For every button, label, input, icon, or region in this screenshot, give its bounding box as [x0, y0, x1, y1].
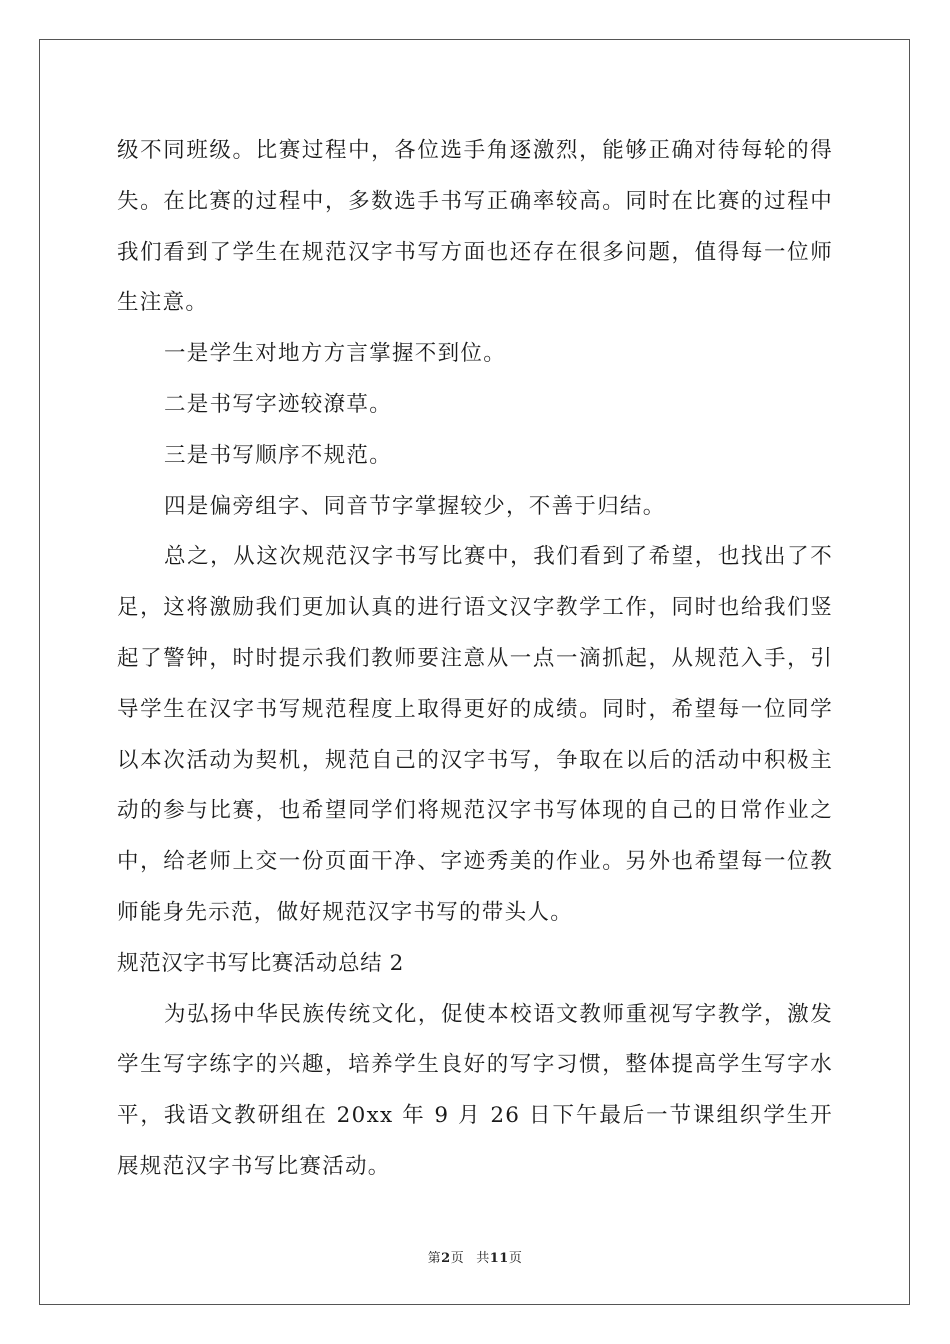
page-suffix: 页 — [450, 1251, 465, 1266]
section-title: 规范汉字书写比赛活动总结 2 — [117, 950, 404, 976]
total-prefix: 共 — [476, 1251, 490, 1266]
list-item: 四是偏旁组字、同音节字掌握较少，不善于归结。 — [164, 493, 666, 519]
list-item: 二是书写字迹较潦草。 — [164, 391, 393, 417]
page-prefix: 第 — [427, 1251, 442, 1266]
page-footer — [0, 1247, 950, 1266]
total-suffix: 页 — [508, 1251, 523, 1266]
total-pages: 11 — [489, 1251, 509, 1266]
list-item: 三是书写顺序不规范。 — [164, 442, 393, 468]
list-item: 一是学生对地方方言掌握不到位。 — [164, 341, 507, 367]
document-body — [117, 126, 833, 1193]
paragraph: 为弘扬中华民族传统文化，促使本校语文教师重视写字教学，激发学生写字练字的兴趣，培养学生良好的写字习惯，整体提高学生写字水平，我语文教研组在 20xx 年 9 月 26 日下午最后一节课组织学生开展规范汉字书写比赛活动。 — [117, 1001, 833, 1179]
page-number: 2 — [441, 1251, 451, 1266]
paragraph: 总之，从这次规范汉字书写比赛中，我们看到了希望，也找出了不足，这将激励我们更加认真的进行语文汉字教学工作，同时也给我们竖起了警钟，时时提示我们教师要注意从一点一滴抓起，从规范入手，引导学生在汉字书写规范程度上取得更好的成绩。同时，希望每一位同学以本次活动为契机，规范自己的汉字书写，争取在以后的活动中积极主动的参与比赛，也希望同学们将规范汉字书写体现的自己的日常作业之中，给老师上交一份页面干净、字迹秀美的作业。另外也希望每一位教师能身先示范，做好规范汉字书写的带头人。 — [117, 544, 833, 925]
paragraph: 级不同班级。比赛过程中，各位选手角逐激烈，能够正确对待每轮的得失。在比赛的过程中，多数选手书写正确率较高。同时在比赛的过程中我们看到了学生在规范汉字书写方面也还存在很多问题，值得每一位师生注意。 — [117, 138, 833, 316]
